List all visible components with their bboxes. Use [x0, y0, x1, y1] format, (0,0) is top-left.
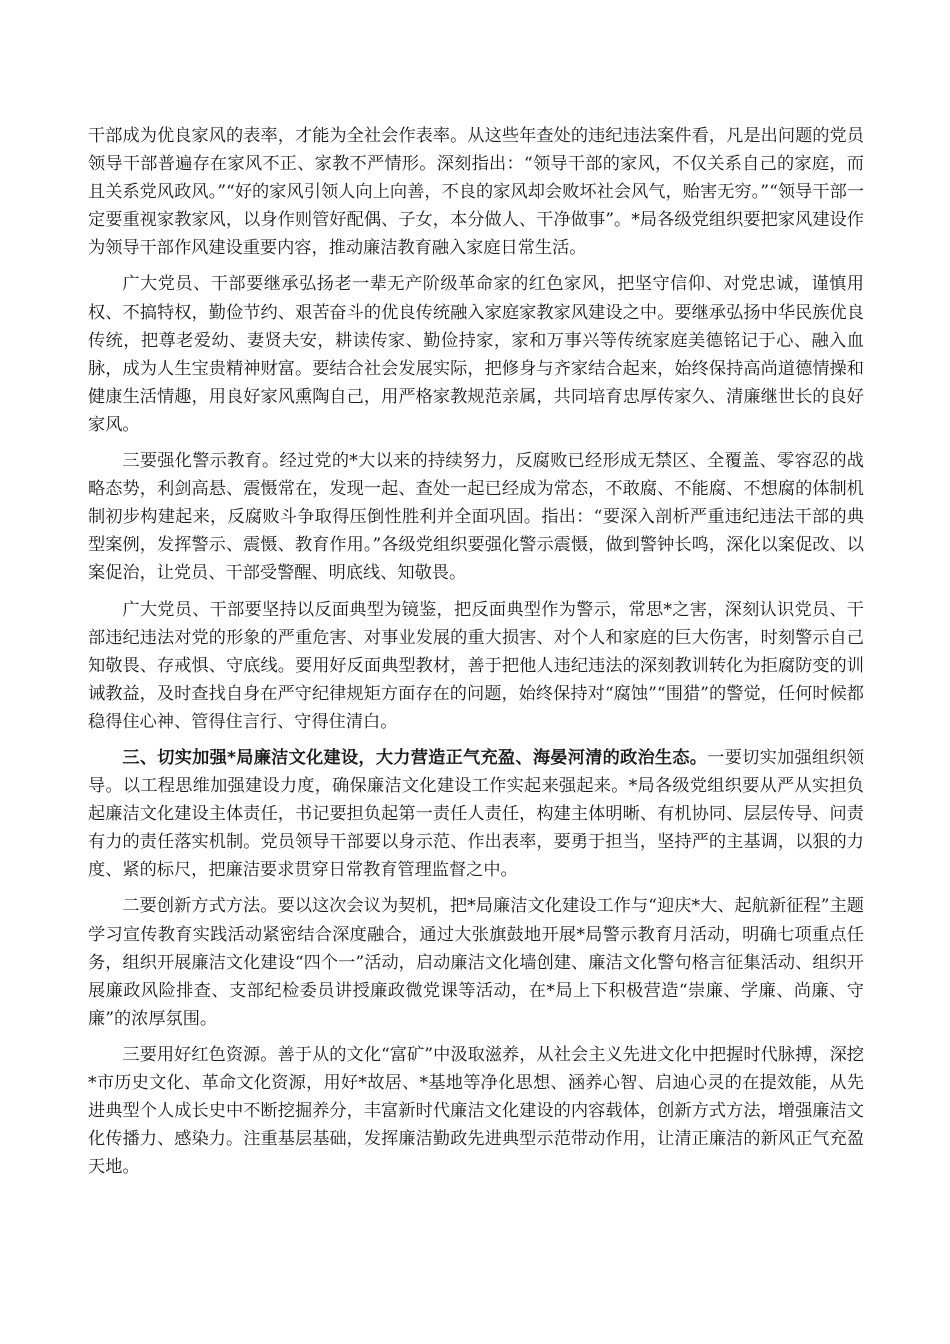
- paragraph-red-family-style: [88, 270, 864, 439]
- paragraph-text: 三要强化警示教育。经过党的*大以来的持续努力，反腐败已经形成无禁区、全覆盖、零容忍的战略态势，利剑高悬、震慑常在，发现一起、查处一起已经成为常态，不敢腐、不能腐、不想腐的体制机制初步构建起来，反腐败斗争取得压倒性胜利并全面巩固。指出：“要深入剖析严重违纪违法干部的典型案例，发挥警示、震慑、教育作用。”各级党组织要强化警示震慑，做到警钟长鸣，深化以案促改、以案促治，让党员、干部受警醒、明底线、知敬畏。: [88, 451, 864, 584]
- section-heading: 三、切实加强*局廉洁文化建设，大力营造正气充盈、海晏河清的政治生态。: [122, 747, 708, 768]
- paragraph-text: 广大党员、干部要坚持以反面典型为镜鉴，把反面典型作为警示，常思*之害，深刻认识党员、干部违纪违法对党的形象的严重危害、对事业发展的重大损害、对个人和家庭的巨大伤害，时刻警示自己知敬畏、存戒惧、守底线。要用好反面典型教材，善于把他人违纪违法的深刻教训转化为拒腐防变的训诫教益，及时查找自身在严守纪律规矩方面存在的问题，始终保持对“腐蚀”“围猎”的警觉，任何时候都稳得住心神、管得住言行、守得住清白。: [88, 599, 864, 732]
- paragraph-red-resources: [88, 1041, 864, 1181]
- document-body: [88, 122, 864, 1189]
- paragraph-text: 一要切实加强组织领导。以工程思维加强建设力度，确保廉洁文化建设工作实起来强起来。*局各级党组织要从严从实担负起廉洁文化建设主体责任，书记要担负起第一责任人责任，构建主体明晰、有机协同、层层传导、问责有力的责任落实机制。党员领导干部要以身示范、作出表率，要勇于担当，坚持严的主基调，以狠的力度、紧的标尺，把廉洁要求贯穿日常教育管理监督之中。: [88, 747, 864, 881]
- paragraph-warning-education: [88, 447, 864, 587]
- paragraph-innovate-methods: [88, 892, 864, 1032]
- paragraph-text: 干部成为优良家风的表率，才能为全社会作表率。从这些年查处的违纪违法案件看，凡是出问题的党员领导干部普遍存在家风不正、家教不严情形。深刻指出：“领导干部的家风，不仅关系自己的家庭，而且关系党风政风。”“好的家风引领人向上向善，不良的家风却会败坏社会风气，贻害无穷。”“领导干部一定要重视家教家风，以身作则管好配偶、子女，本分做人、干净做事”。*局各级党组织要把家风建设作为领导干部作风建设重要内容，推动廉洁教育融入家庭日常生活。: [88, 126, 864, 259]
- paragraph-section-three: [88, 744, 864, 884]
- paragraph-negative-examples: [88, 596, 864, 736]
- paragraph-family-style: [88, 122, 864, 262]
- paragraph-text: 二要创新方式方法。要以这次会议为契机，把*局廉洁文化建设工作与“迎庆*大、起航新征程”主题学习宣传教育实践活动紧密结合深度融合，通过大张旗鼓地开展*局警示教育月活动，明确七项重点任务，组织开展廉洁文化建设“四个一”活动，启动廉洁文化墙创建、廉洁文化警句格言征集活动、组织开展廉政风险排查、支部纪检委员讲授廉政微党课等活动，在*局上下积极营造“崇廉、学廉、尚廉、守廉”的浓厚氛围。: [88, 896, 864, 1029]
- paragraph-text: 三要用好红色资源。善于从的文化“富矿”中汲取滋养，从社会主义先进文化中把握时代脉搏，深挖*市历史文化、革命文化资源，用好*故居、*基地等净化思想、涵养心智、启迪心灵的在提效能，从先进典型个人成长史中不断挖掘养分，丰富新时代廉洁文化建设的内容载体，创新方式方法，增强廉洁文化传播力、感染力。注重基层基础，发挥廉洁勤政先进典型示范带动作用，让清正廉洁的新风正气充盈天地。: [88, 1044, 864, 1178]
- paragraph-text: 广大党员、干部要继承弘扬老一辈无产阶级革命家的红色家风，把坚守信仰、对党忠诚，谨慎用权、不搞特权，勤俭节约、艰苦奋斗的优良传统融入家庭家教家风建设之中。要继承弘扬中华民族优良传统，把尊老爱幼、妻贤夫安，耕读传家、勤俭持家，家和万事兴等传统家庭美德铭记于心、融入血脉，成为人生宝贵精神财富。要结合社会发展实际，把修身与齐家结合起来，始终保持高尚道德情操和健康生活情趣，用良好家风熏陶自己，用严格家教规范亲属，共同培育忠厚传家久、清廉继世长的良好家风。: [88, 274, 864, 435]
